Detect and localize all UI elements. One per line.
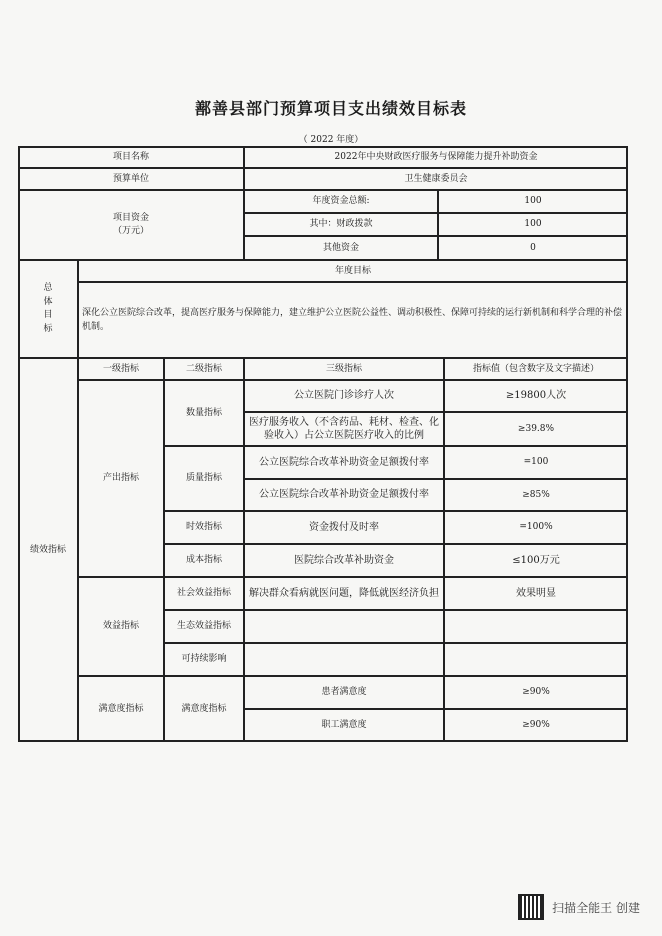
level3-value: ≥90% (444, 676, 628, 709)
header-indicator-value: 指标值（包含数字及文字描述） (444, 358, 628, 380)
header-level3: 三级指标 (244, 358, 444, 380)
funds-fiscal-value: 100 (438, 213, 628, 236)
level3-name: 公立医院综合改革补助资金足额拨付率 (244, 479, 444, 511)
level3-value: =100 (444, 446, 628, 479)
level3-name (244, 643, 444, 676)
level3-value: ≥85% (444, 479, 628, 511)
level2-quantity: 数量指标 (164, 380, 244, 446)
level3-value: ≥19800人次 (444, 380, 628, 412)
side-char: 标 (43, 323, 53, 334)
header-level2: 二级指标 (164, 358, 244, 380)
budget-unit-label: 预算单位 (18, 168, 244, 190)
project-name-value: 2022年中央财政医疗服务与保障能力提升补助资金 (244, 146, 628, 168)
performance-side-label: 绩效指标 (18, 358, 78, 742)
funds-total-label: 年度资金总额: (244, 190, 438, 213)
level3-value (444, 643, 628, 676)
budget-unit-value: 卫生健康委员会 (244, 168, 628, 190)
level2-ecological-benefit: 生态效益指标 (164, 610, 244, 643)
side-char: 总 (43, 283, 53, 293)
level2-satisfaction: 满意度指标 (164, 676, 244, 742)
document-title: 鄯善县部门预算项目支出绩效目标表 (194, 99, 467, 118)
level3-name: 医疗服务收入（不含药品、耗材、检查、化验收入）占公立医院医疗收入的比例 (244, 412, 444, 446)
level3-value: ≤100万元 (444, 544, 628, 577)
funds-label-line2: （万元） (112, 226, 149, 236)
annual-goal-header: 年度目标 (78, 260, 628, 282)
level1-benefit: 效益指标 (78, 577, 164, 676)
funds-total-value: 100 (438, 190, 628, 213)
level3-name: 公立医院门诊诊疗人次 (244, 380, 444, 412)
level3-value: 效果明显 (444, 577, 628, 610)
level2-cost: 成本指标 (164, 544, 244, 577)
level3-value (444, 610, 628, 643)
level2-sustainability: 可持续影响 (164, 643, 244, 676)
level3-value: ≥39.8% (444, 412, 628, 446)
header-level1: 一级指标 (78, 358, 164, 380)
side-char: 体 (43, 296, 53, 307)
level3-name: 公立医院综合改革补助资金足额拨付率 (244, 446, 444, 479)
overall-goal-side-label (18, 260, 78, 358)
level1-output: 产出指标 (78, 380, 164, 577)
funds-label-line1: 项目资金 (112, 212, 149, 223)
scanner-text: 扫描全能王 创建 (552, 900, 640, 915)
scanner-watermark (518, 894, 640, 920)
qr-code-icon (518, 894, 544, 920)
level3-value: ≥90% (444, 709, 628, 742)
annual-goal-text: 深化公立医院综合改革，提高医疗服务与保障能力，建立维护公立医院公益性、调动积极性、保障可持续的运行新机制和科学合理的补偿机制。 (78, 282, 628, 358)
level3-name: 资金拨付及时率 (244, 511, 444, 544)
level2-quality: 质量指标 (164, 446, 244, 511)
level3-name: 解决群众看病就医问题，降低就医经济负担 (244, 577, 444, 610)
project-funds-label (18, 190, 244, 260)
level3-name: 患者满意度 (244, 676, 444, 709)
funds-other-label: 其他资金 (244, 236, 438, 260)
level3-name: 医院综合改革补助资金 (244, 544, 444, 577)
level3-name: 职工满意度 (244, 709, 444, 742)
performance-table (18, 146, 628, 742)
year-label: （ 2022 年度） (298, 135, 364, 145)
level1-satisfaction: 满意度指标 (78, 676, 164, 742)
level3-name (244, 610, 444, 643)
project-name-label: 项目名称 (18, 146, 244, 168)
level3-value: =100% (444, 511, 628, 544)
side-char: 目 (43, 310, 53, 320)
level2-timeliness: 时效指标 (164, 511, 244, 544)
funds-other-value: 0 (438, 236, 628, 260)
funds-fiscal-label: 其中：财政拨款 (244, 213, 438, 236)
level2-social-benefit: 社会效益指标 (164, 577, 244, 610)
